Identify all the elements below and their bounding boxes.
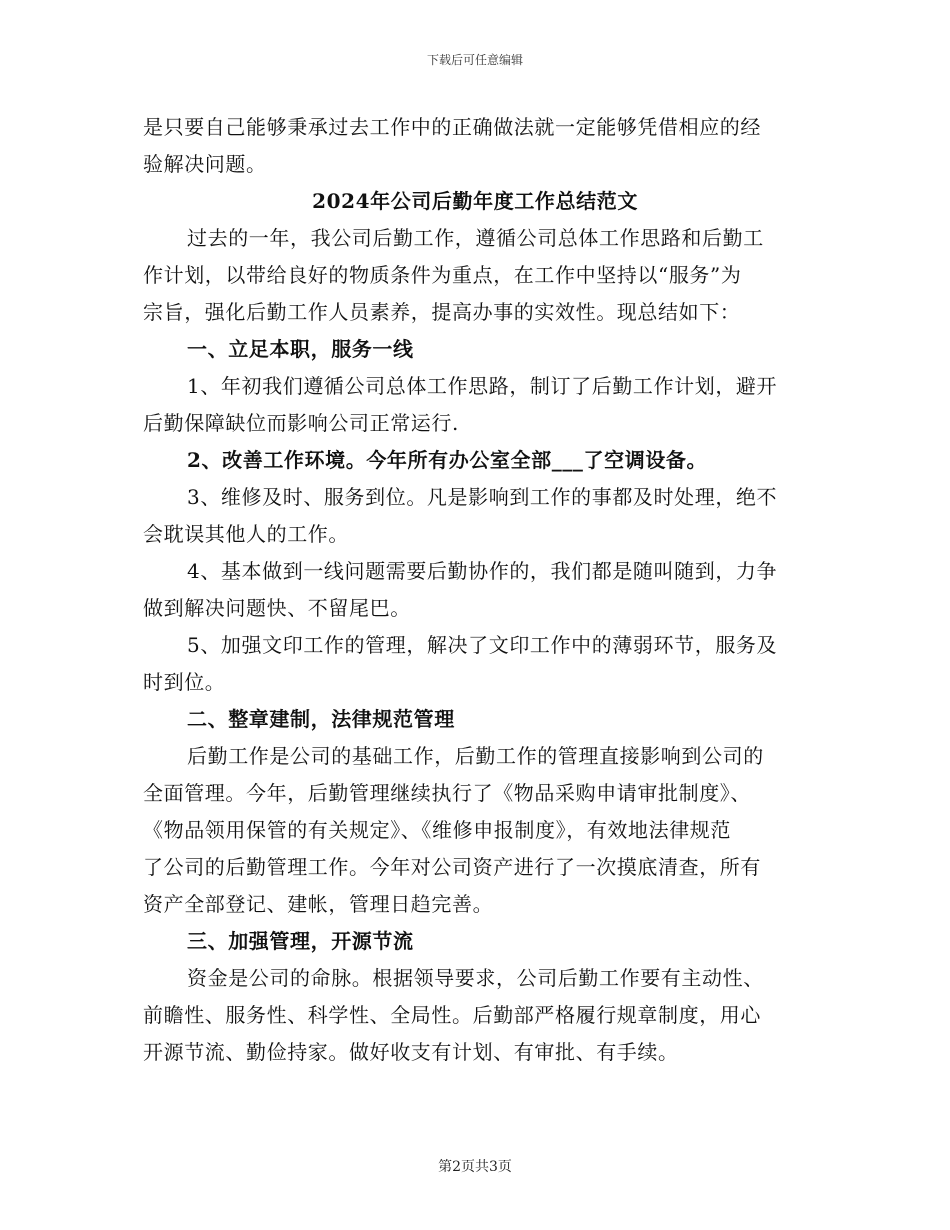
body-line: 后勤保障缺位而影响公司正常运行. bbox=[143, 411, 459, 435]
page-header: 下载后可任意编辑 bbox=[426, 53, 523, 67]
body-line: 前瞻性、服务性、科学性、全局性。后勤部严格履行规章制度，用心 bbox=[143, 1003, 761, 1027]
body-line: 全面管理。今年，后勤管理继续执行了《物品采购申请审批制度》、 bbox=[143, 781, 751, 805]
body-line: 时到位。 bbox=[143, 670, 226, 694]
body-line: 宗旨，强化后勤工作人员素养，提高办事的实效性。现总结如下： bbox=[143, 300, 741, 324]
page-footer: 第2页共3页 bbox=[438, 1159, 512, 1175]
body-line: 作计划，以带给良好的物质条件为重点，在工作中坚持以“服务”为 bbox=[143, 263, 742, 287]
body-line: 验解决问题。 bbox=[143, 152, 267, 176]
body-line: 开源节流、勤俭持家。做好收支有计划、有审批、有手续。 bbox=[143, 1040, 679, 1064]
body-line: 4、基本做到一线问题需要后勤协作的，我们都是随叫随到，力争 bbox=[187, 559, 778, 583]
body-line: 《物品领用保管的有关规定》、《维修申报制度》，有效地法律规范 bbox=[143, 818, 731, 842]
body-line: 了公司的后勤管理工作。今年对公司资产进行了一次摸底清查，所有 bbox=[143, 855, 761, 879]
body-line: 过去的一年，我公司后勤工作，遵循公司总体工作思路和后勤工 bbox=[187, 226, 764, 250]
body-line: 5、加强文印工作的管理，解决了文印工作中的薄弱环节，服务及 bbox=[187, 633, 778, 657]
body-line: 做到解决问题快、不留尾巴。 bbox=[143, 596, 411, 620]
section-heading: 二、整章建制，法律规范管理 bbox=[187, 707, 455, 731]
body-line: 资产全部登记、建帐，管理日趋完善。 bbox=[143, 892, 494, 916]
body-line: 是只要自己能够秉承过去工作中的正确做法就一定能够凭借相应的经 bbox=[143, 115, 761, 139]
section-heading: 三、加强管理，开源节流 bbox=[187, 929, 414, 953]
body-line: 资金是公司的命脉。根据领导要求，公司后勤工作要有主动性、 bbox=[187, 966, 764, 990]
body-line: 1、年初我们遵循公司总体工作思路，制订了后勤工作计划，避开 bbox=[187, 374, 778, 398]
body-line: 3、维修及时、服务到位。凡是影响到工作的事都及时处理，绝不 bbox=[187, 485, 778, 509]
document-body bbox=[143, 109, 807, 1071]
section-heading: 一、立足本职，服务一线 bbox=[187, 337, 414, 361]
body-line: 会耽误其他人的工作。 bbox=[143, 522, 349, 546]
body-line-bold: 2、改善工作环境。今年所有办公室全部___了空调设备。 bbox=[187, 448, 708, 472]
document-title: 2024年公司后勤年度工作总结范文 bbox=[312, 189, 638, 213]
body-line: 后勤工作是公司的基础工作，后勤工作的管理直接影响到公司的 bbox=[187, 744, 764, 768]
